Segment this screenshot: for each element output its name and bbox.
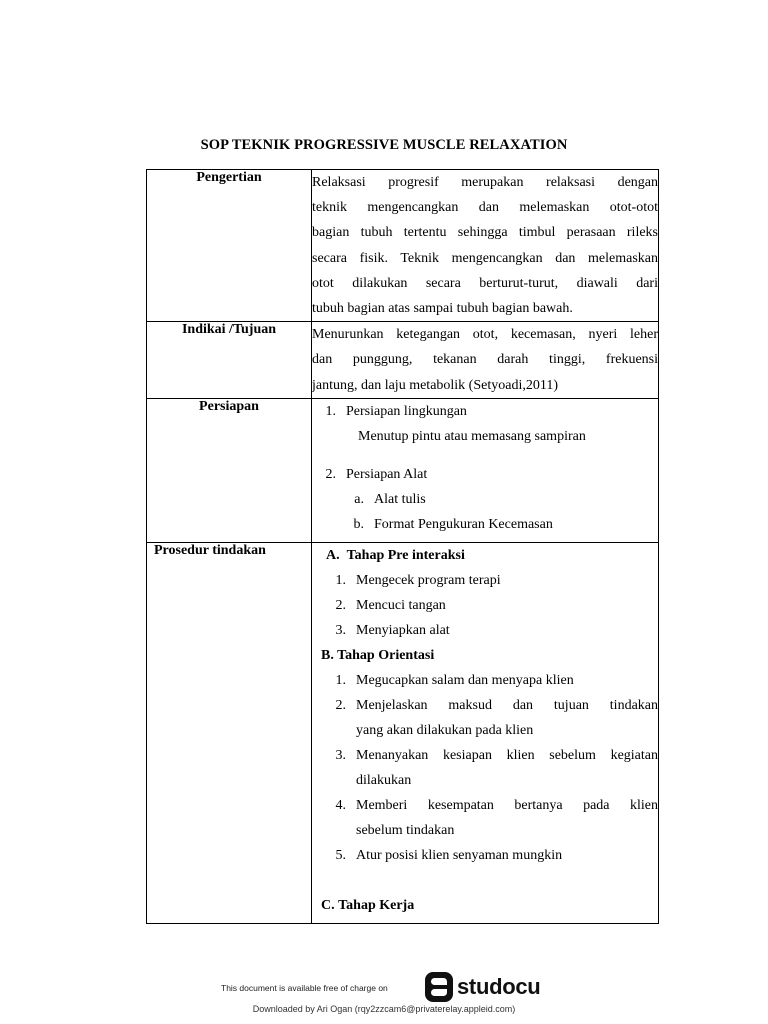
sop-table xyxy=(146,169,659,924)
list-number: 4. xyxy=(335,798,346,814)
pengertian-line: bagian tubuh tertentu sehingga timbul perasaan rileks xyxy=(312,225,658,241)
list-text: Format Pengukuran Kecemasan xyxy=(374,517,553,533)
list-item xyxy=(322,668,658,693)
list-number: 3. xyxy=(335,748,346,764)
list-item-continuation xyxy=(322,718,658,743)
list-text: Menutup pintu atau memasang sampiran xyxy=(358,429,586,445)
list-item-continuation xyxy=(322,768,658,793)
list-text: Mencuci tangan xyxy=(356,598,446,614)
pengertian-line: tubuh bagian atas sampai tubuh bagian bawah. xyxy=(312,301,573,317)
list-text: Persiapan Alat xyxy=(346,467,428,483)
section-b-list xyxy=(322,668,658,868)
studocu-logo[interactable] xyxy=(425,972,540,1002)
studocu-logo-icon xyxy=(425,972,453,1002)
list-text: Atur posisi klien senyaman mungkin xyxy=(356,848,563,864)
indikasi-line: dan punggung, tekanan darah tinggi, frekuensi xyxy=(312,352,658,368)
list-item xyxy=(312,462,658,487)
list-item xyxy=(322,793,658,818)
content-indikasi xyxy=(312,322,659,399)
studocu-logo-text: studocu xyxy=(457,974,541,999)
content-pengertian xyxy=(312,170,659,322)
list-text: Mengecek program terapi xyxy=(356,573,501,589)
row-prosedur xyxy=(147,543,659,924)
list-text: yang akan dilakukan pada klien xyxy=(356,723,534,739)
list-item xyxy=(322,593,658,618)
list-text: Persiapan lingkungan xyxy=(346,404,467,420)
list-text: Memberi kesempatan bertanya pada klien xyxy=(356,798,658,814)
footer-availability-text: This document is available free of charge on xyxy=(221,983,388,993)
pengertian-line: secara fisik. Teknik mengencangkan dan melemaskan xyxy=(312,250,658,266)
content-persiapan xyxy=(312,399,659,543)
list-text: sebelum tindakan xyxy=(356,823,455,839)
list-text: Alat tulis xyxy=(374,492,426,508)
indikasi-line: jantung, dan laju metabolik (Setyoadi,2011) xyxy=(312,377,558,393)
row-indikasi xyxy=(147,322,659,399)
pengertian-line: teknik mengencangkan dan melemaskan otot-otot xyxy=(312,200,658,216)
content-prosedur xyxy=(312,543,659,924)
section-heading-c: C. Tahap Kerja xyxy=(321,898,415,914)
pengertian-line: otot dilakukan secara berturut-turut, diawali dari xyxy=(312,275,658,291)
list-number: 2. xyxy=(335,698,346,714)
label-pengertian: Pengertian xyxy=(147,170,312,322)
list-number: 1. xyxy=(335,573,346,589)
list-item xyxy=(322,843,658,868)
list-number: 2. xyxy=(325,467,336,483)
section-heading-b: B. Tahap Orientasi xyxy=(321,648,435,664)
list-number: 3. xyxy=(335,623,346,639)
list-text: Menjelaskan maksud dan tujuan tindakan xyxy=(356,698,658,714)
list-item xyxy=(322,568,658,593)
indikasi-line: Menurunkan ketegangan otot, kecemasan, nyeri leher xyxy=(312,327,658,343)
document-title: SOP TEKNIK PROGRESSIVE MUSCLE RELAXATION xyxy=(200,137,568,153)
list-item xyxy=(312,399,658,424)
list-subitem xyxy=(312,512,658,537)
list-text: Menanyakan kesiapan klien sebelum kegiatan xyxy=(356,748,658,764)
list-text: dilakukan xyxy=(356,773,412,789)
label-prosedur: Prosedur tindakan xyxy=(147,543,312,924)
row-pengertian xyxy=(147,170,659,322)
list-subitem xyxy=(312,487,658,512)
label-indikasi: Indikai /Tujuan xyxy=(147,322,312,399)
list-letter: a. xyxy=(354,492,364,508)
list-number: 5. xyxy=(335,848,346,864)
list-item xyxy=(322,618,658,643)
list-number: 1. xyxy=(325,404,336,420)
list-item xyxy=(322,743,658,768)
list-number: 1. xyxy=(335,673,346,689)
row-persiapan xyxy=(147,399,659,543)
section-a-list xyxy=(322,568,658,643)
list-subtext xyxy=(312,424,658,449)
section-heading-a: A. Tahap Pre interaksi xyxy=(326,548,465,564)
pengertian-line: Relaksasi progresif merupakan relaksasi dengan xyxy=(312,175,658,190)
list-item xyxy=(322,693,658,718)
list-number: 2. xyxy=(335,598,346,614)
list-text: Megucapkan salam dan menyapa klien xyxy=(356,673,574,689)
list-letter: b. xyxy=(353,517,364,533)
footer-downloaded-by: Downloaded by Ari Ogan (rqy2zzcam6@privaterelay.appleid.com) xyxy=(252,1004,516,1014)
list-item-continuation xyxy=(322,818,658,843)
list-text: Menyiapkan alat xyxy=(356,623,450,639)
label-persiapan: Persiapan xyxy=(147,399,312,543)
